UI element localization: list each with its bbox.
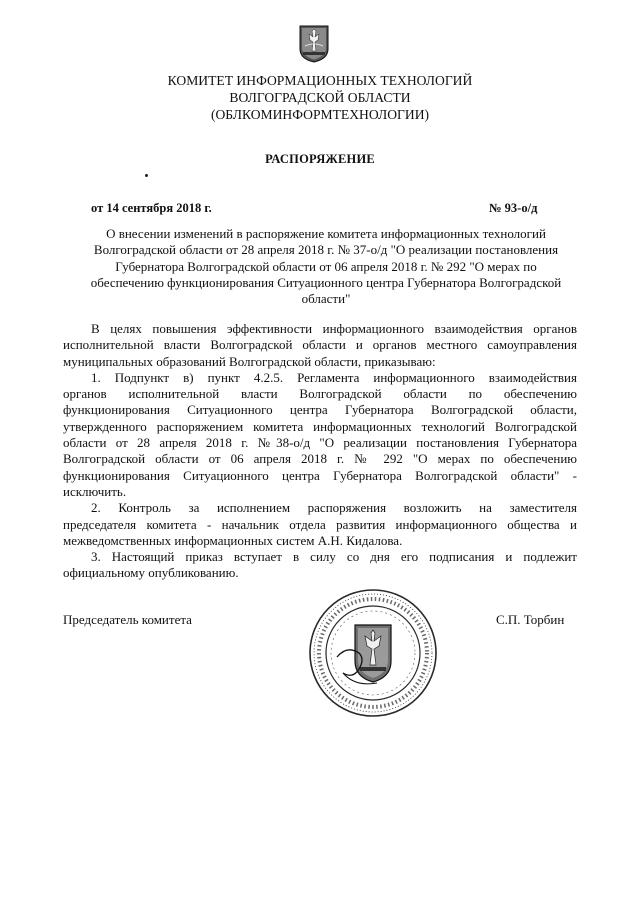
- official-seal-icon: [307, 587, 439, 719]
- subject-line: обеспечению функционирования Ситуационного центра Губернатора Волгоградской: [90, 274, 562, 290]
- subject-line: О внесении изменений в распоряжение комитета информационных технологий: [106, 226, 546, 241]
- header-line-3: (ОБЛКОМИНФОРМТЕХНОЛОГИИ): [210, 107, 430, 122]
- preamble-line: муниципальных образований Волгоградской области, приказываю:: [63, 353, 436, 369]
- item-1-line: 1. Подпункт в) пункт 4.2.5. Регламента информационного взаимодействия: [91, 369, 577, 385]
- item-1-line: области от 28 апреля 2018 г. №38-о/д "О реализации постановления Губернатора: [63, 435, 577, 451]
- document-title: РАСПОРЯЖЕНИЕ: [265, 152, 375, 166]
- item-1-line: Волгоградской области от 06 апреля 2018 г. № 292 "О мерах по обеспечению: [63, 451, 577, 467]
- item-1-line: функционирования Ситуационного центра Губернатора Волгоградской области,: [63, 402, 577, 418]
- signatory-position: Председатель комитета: [63, 612, 192, 627]
- item-2-line: межведомственных информационных систем А.Н. Кидалова.: [63, 532, 403, 548]
- subject-line: Волгоградской области от 28 апреля 2018 г. № 37-о/д "О реализации постановления: [93, 242, 559, 258]
- item-1-line: исключить.: [63, 483, 127, 499]
- item-1-line: утвержденного распоряжением комитета информационных технологий Волгоградской: [63, 418, 577, 434]
- item-2-line: председателя комитета - начальник отдела развития информационного общества и: [63, 516, 577, 532]
- preamble-line: В целях повышения эффективности информационного взаимодействия органов: [91, 321, 577, 336]
- document-date: от 14 сентября 2018 г.: [91, 201, 212, 215]
- item-3-line: официальному опубликованию.: [63, 565, 239, 581]
- item-1-line: органов исполнительной власти Волгоградской области по обеспечению: [63, 386, 577, 402]
- header-line-2: ВОЛГОГРАДСКОЙ ОБЛАСТИ: [229, 90, 411, 105]
- signatory-name: С.П. Торбин: [496, 612, 565, 627]
- preamble-line: исполнительной власти Волгоградской области и органов местного самоуправления: [63, 337, 577, 353]
- document-number: № 93-о/д: [489, 201, 538, 215]
- item-1-line: функционирования Ситуационного центра Губернатора Волгоградской области" -: [63, 467, 577, 483]
- document-subject: [78, 226, 574, 307]
- item-3-line: 3. Настоящий приказ вступает в силу со дня его подписания и подлежит: [91, 549, 577, 565]
- item-2-line: 2. Контроль за исполнением распоряжения возложить на заместителя: [91, 500, 577, 516]
- subject-line: области": [301, 291, 351, 307]
- document-body: [63, 321, 577, 582]
- header-line-1: КОМИТЕТ ИНФОРМАЦИОННЫХ ТЕХНОЛОГИЙ: [167, 73, 473, 88]
- coat-of-arms-icon: [299, 25, 329, 63]
- subject-line: Губернатора Волгоградской области от 06 апреля 2018 г. № 292 "О мерах по: [115, 258, 537, 274]
- scan-speck: [145, 174, 148, 177]
